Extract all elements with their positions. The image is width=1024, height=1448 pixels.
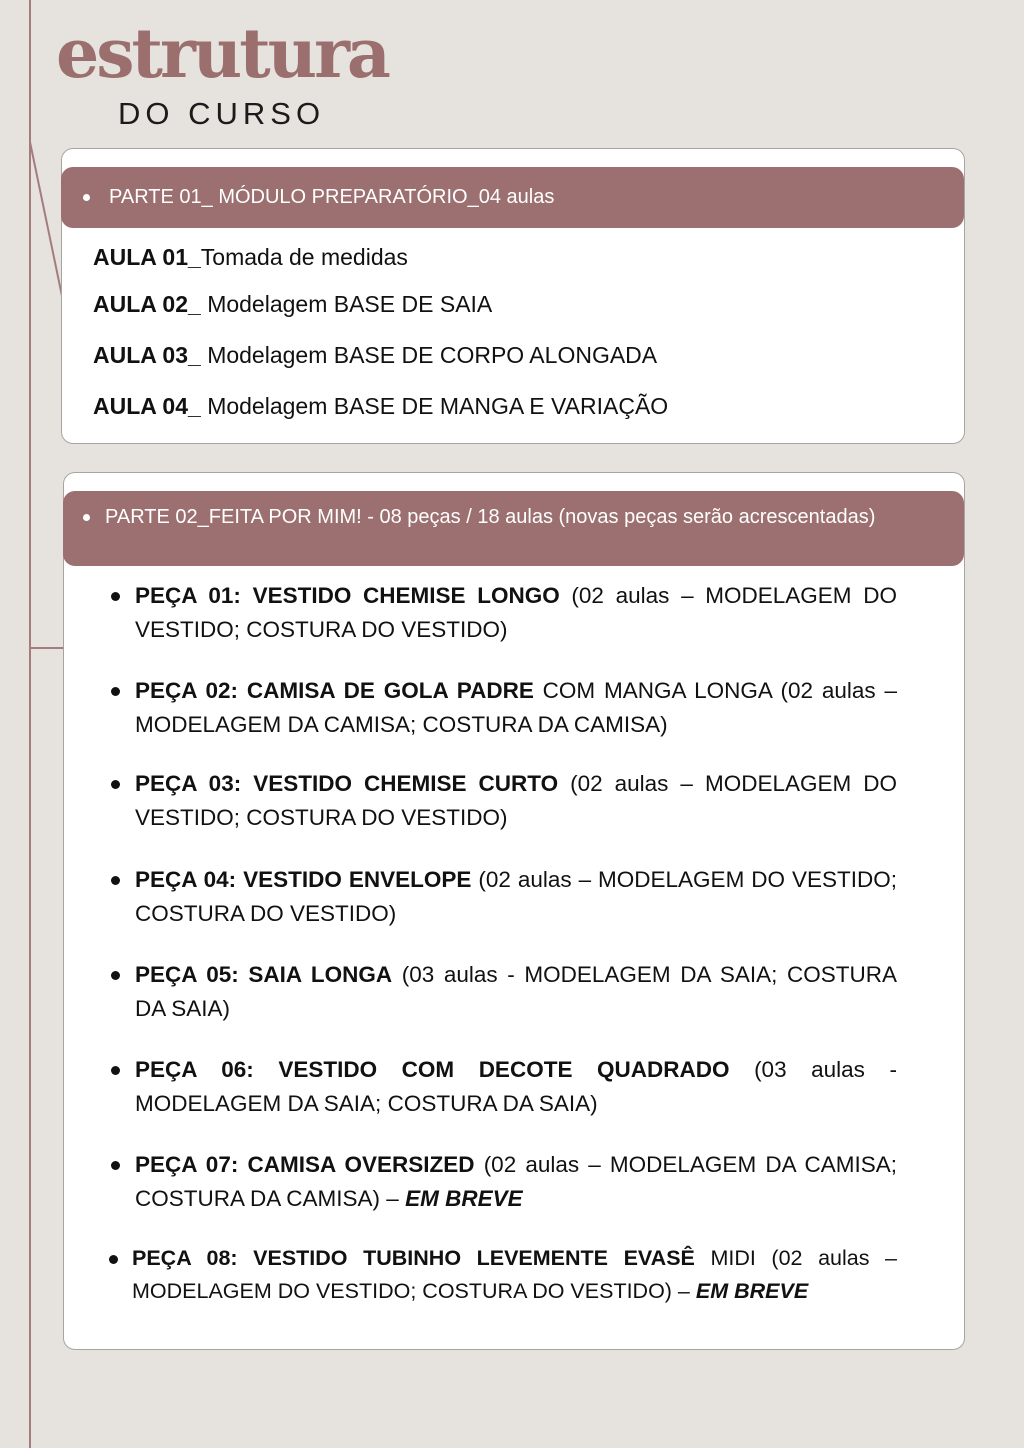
- page-title: estrutura: [56, 14, 388, 94]
- piece-title: PEÇA 08: VESTIDO TUBINHO LEVEMENTE EVASÊ: [132, 1246, 695, 1270]
- piece-title: PEÇA 06: VESTIDO COM DECOTE QUADRADO: [135, 1057, 730, 1082]
- page-subtitle: DO CURSO: [118, 96, 326, 131]
- bullet-icon: [111, 1161, 120, 1170]
- lesson-text: Tomada de medidas: [200, 244, 408, 270]
- piece-item: [135, 958, 897, 1026]
- piece-details: (02 aulas – MODELAGEM DA CAMISA; COSTURA DA CAMISA) –: [135, 1152, 897, 1211]
- part1-heading: PARTE 01_ MÓDULO PREPARATÓRIO_04 aulas: [109, 186, 555, 208]
- piece-title: PEÇA 04: VESTIDO ENVELOPE: [135, 867, 472, 892]
- lesson-item: [93, 290, 492, 318]
- bullet-icon: [111, 592, 120, 601]
- piece-item: [135, 863, 897, 931]
- piece-title: PEÇA 07: CAMISA OVERSIZED: [135, 1152, 475, 1177]
- piece-details: (02 aulas – MODELAGEM DO VESTIDO; COSTURA DO VESTIDO): [135, 867, 897, 926]
- piece-details: (02 aulas – MODELAGEM DO VESTIDO; COSTURA DO VESTIDO): [135, 583, 897, 642]
- piece-details: MIDI (02 aulas – MODELAGEM DO VESTIDO; COSTURA DO VESTIDO) –: [132, 1246, 897, 1303]
- bullet-icon: [83, 194, 90, 201]
- bullet-icon: [111, 971, 120, 980]
- bullet-icon: [111, 876, 120, 885]
- lesson-code: AULA 04_: [93, 393, 201, 419]
- lesson-item: [93, 341, 657, 369]
- piece-details: (02 aulas – MODELAGEM DO VESTIDO; COSTURA DO VESTIDO): [135, 771, 897, 830]
- lesson-text: Modelagem BASE DE CORPO ALONGADA: [207, 342, 658, 368]
- coming-soon-label: EM BREVE: [405, 1186, 523, 1211]
- bullet-icon: [111, 1066, 120, 1075]
- piece-details: COM MANGA LONGA (02 aulas – MODELAGEM DA CAMISA; COSTURA DA CAMISA): [135, 678, 897, 737]
- part1-header: [61, 167, 964, 228]
- lesson-text: Modelagem BASE DE SAIA: [207, 291, 493, 317]
- lesson-code: AULA 01_: [93, 244, 201, 270]
- part2-heading: PARTE 02_FEITA POR MIM! - 08 peças / 18 aulas (novas peças serão acrescentadas): [105, 506, 876, 528]
- piece-title: PEÇA 01: VESTIDO CHEMISE LONGO: [135, 583, 560, 608]
- piece-title: PEÇA 03: VESTIDO CHEMISE CURTO: [135, 771, 559, 796]
- lesson-code: AULA 02_: [93, 291, 201, 317]
- piece-item: [135, 579, 897, 647]
- lesson-item: [93, 392, 668, 420]
- piece-item: [135, 1148, 897, 1216]
- lesson-text: Modelagem BASE DE MANGA E VARIAÇÃO: [207, 393, 669, 419]
- bullet-icon: [109, 1255, 118, 1264]
- bullet-icon: [83, 514, 90, 521]
- bullet-icon: [111, 687, 120, 696]
- piece-title: PEÇA 05: SAIA LONGA: [135, 962, 393, 987]
- decorative-horizontal-line: [31, 647, 64, 649]
- piece-item: [132, 1242, 897, 1308]
- piece-item: [135, 1053, 897, 1121]
- coming-soon-label: EM BREVE: [695, 1279, 809, 1303]
- piece-item: [135, 674, 897, 742]
- piece-title: PEÇA 02: CAMISA DE GOLA PADRE: [135, 678, 534, 703]
- piece-item: [135, 767, 897, 835]
- part2-header: [63, 491, 964, 566]
- piece-details: (03 aulas - MODELAGEM DA SAIA; COSTURA DA SAIA): [135, 962, 897, 1021]
- lesson-item: [93, 243, 408, 271]
- piece-details: (03 aulas - MODELAGEM DA SAIA; COSTURA DA SAIA): [135, 1057, 897, 1116]
- lesson-code: AULA 03_: [93, 342, 201, 368]
- bullet-icon: [111, 780, 120, 789]
